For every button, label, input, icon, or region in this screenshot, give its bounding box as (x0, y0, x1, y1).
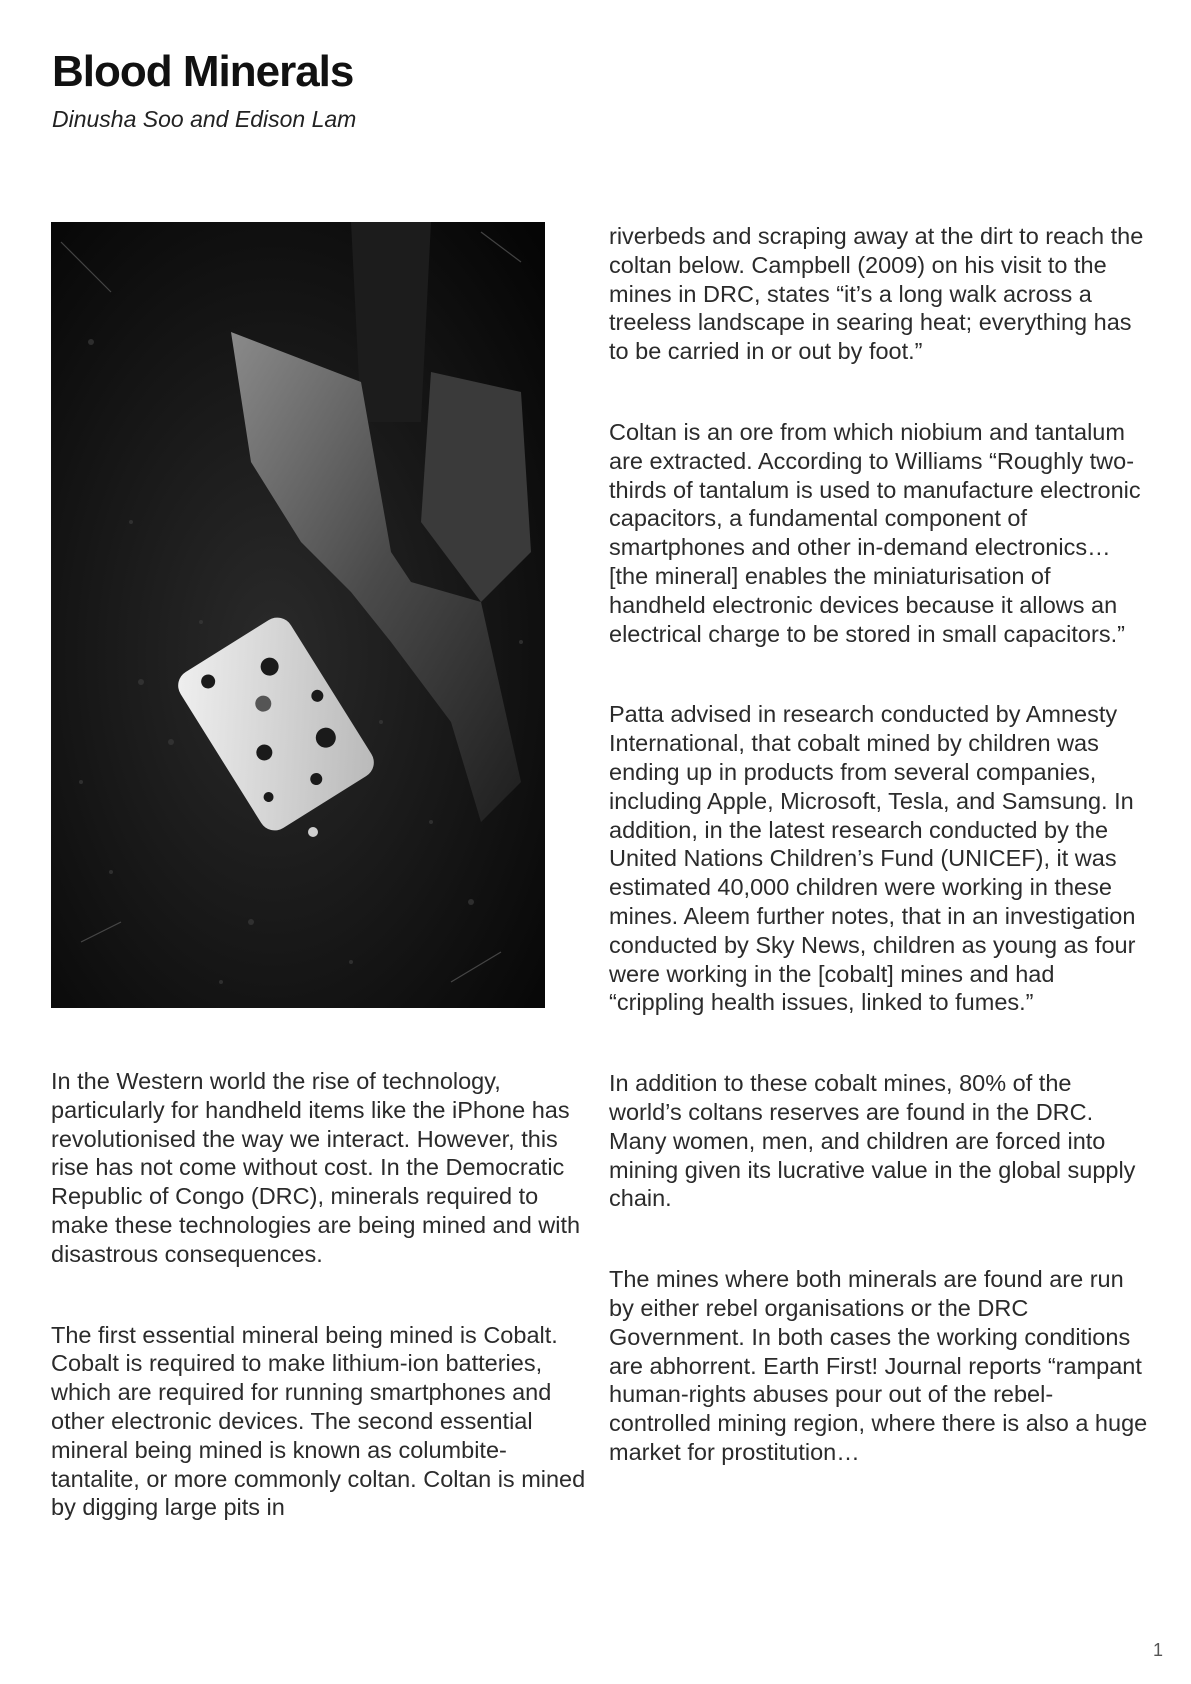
paragraph: The mines where both minerals are found are run by either rebel organisations or the DRC Government. In both cases the working conditions are abhorrent. Earth First! Journal reports “rampant human-rights abuses pour out of the rebel-controlled mining region, where there is also a huge market for prostitution… (609, 1266, 1148, 1465)
right-text-column (609, 222, 1149, 1467)
photo-illustration (51, 222, 545, 1008)
article-title: Blood Minerals (52, 47, 354, 96)
page-number: 1 (1152, 1640, 1163, 1660)
paragraph: In the Western world the rise of technology, particularly for handheld items like the iPhone has revolutionised the way we interact. However, this rise has not come without cost. In the Democratic Republic of Congo (DRC), minerals required to make these technologies are being mined and with disastrous consequences. (51, 1068, 581, 1267)
paragraph: The first essential mineral being mined is Cobalt. Cobalt is required to make lithium-ion batteries, which are required for running smartphones and other electronic devices. The second essential mineral being mined is known as columbite-tantalite, or more commonly coltan. Coltan is mined by digging large pits in (51, 1321, 586, 1521)
photo-phone-in-dirt (51, 222, 545, 1008)
left-text-column (51, 1067, 591, 1522)
paragraph: Patta advised in research conducted by Amnesty International, that cobalt mined by children was ending up in products from several companies, including Apple, Microsoft, Tesla, and Samsung. In addition, in the latest research conducted by the United Nations Children’s Fund (UNICEF), it was estimated 40,000 children were working in these mines. Aleem further notes, that in an investigation conducted by Sky News, children as young as four were working in the [cobalt] mines and had “crippling health issues, linked to fumes.” (609, 701, 1136, 1016)
paragraph: In addition to these cobalt mines, 80% of the world’s coltans reserves are found in the DRC. Many women, men, and children are forced into mining given its lucrative value in the global supply chain. (609, 1070, 1136, 1212)
paragraph: Coltan is an ore from which niobium and tantalum are extracted. According to Williams “Roughly two-thirds of tantalum is used to manufacture electronic capacitors, a fundamental component of smartphones and other in-demand electronics…[the mineral] enables the miniaturisation of handheld electronic devices because it allows an electrical charge to be stored in small capacitors.” (609, 418, 1141, 647)
paragraph: riverbeds and scraping away at the dirt to reach the coltan below. Campbell (2009) on his visit to the mines in DRC, states “it’s a long walk across a treeless landscape in searing heat; everything has to be carried in or out by foot.” (609, 223, 1144, 365)
article-authors: Dinusha Soo and Edison Lam (52, 106, 357, 132)
